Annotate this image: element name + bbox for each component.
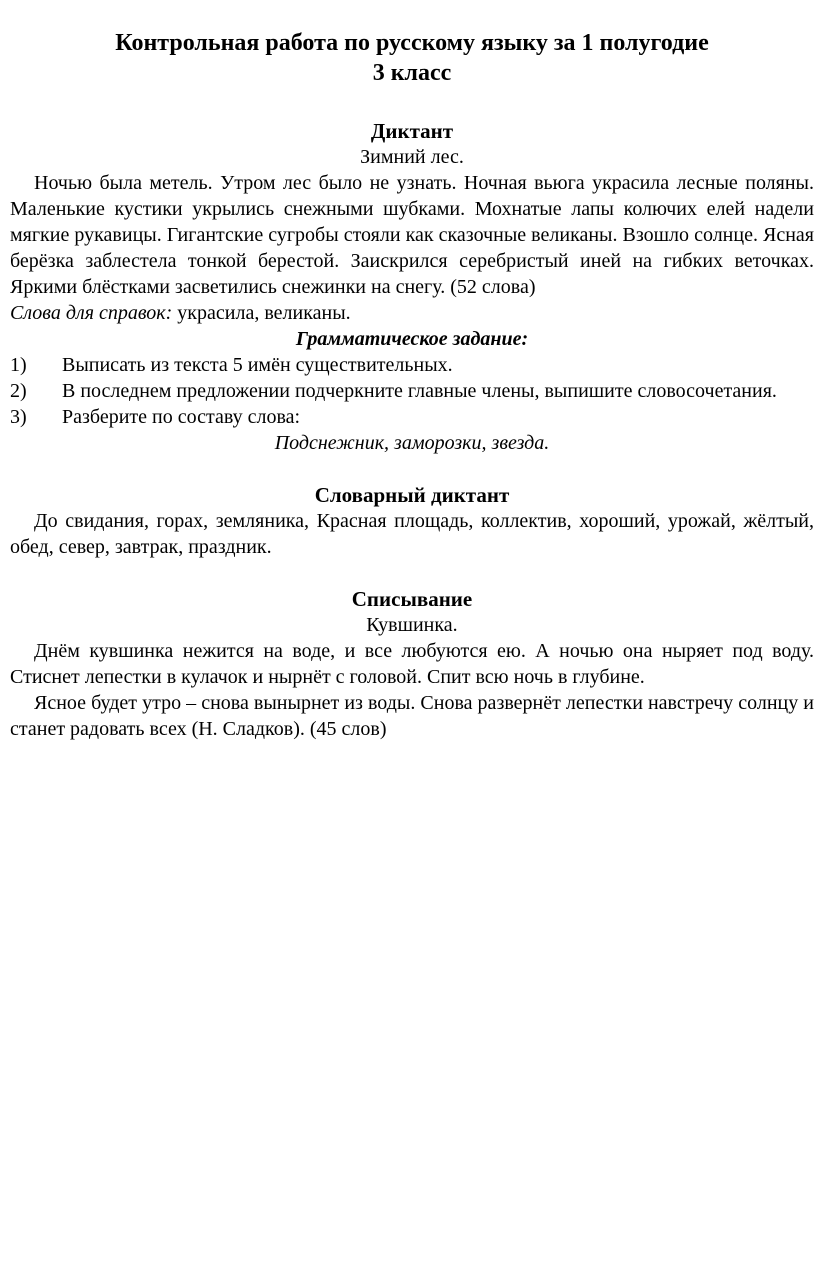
task-text: Выписать из текста 5 имён существительных. (62, 354, 453, 376)
grammar-heading: Грамматическое задание: (295, 328, 529, 350)
list-item (10, 352, 814, 378)
dictation-section (10, 118, 814, 326)
list-item (10, 378, 814, 404)
vocabulary-section (10, 482, 814, 560)
task-text: Разберите по составу слова: (62, 406, 301, 428)
document-title: Контрольная работа по русскому языку за 1 полугодие (115, 30, 709, 56)
reference-words (10, 300, 814, 326)
task-text: В последнем предложении подчеркните главные члены, выпишите словосочетания. (62, 380, 777, 402)
reference-words-label: Слова для справок: (10, 302, 173, 324)
dictation-heading: Диктант (370, 119, 454, 143)
vocabulary-text: До свидания, горах, земляника, Красная площадь, коллектив, хороший, урожай, жёлтый, обед, север, завтрак, праздник. (10, 510, 814, 558)
morpheme-words: Подснежник, заморозки, звезда. (274, 432, 550, 454)
reference-words-list: украсила, великаны. (172, 302, 351, 324)
task-number: 3) (10, 406, 27, 428)
copying-paragraph: Днём кувшинка нежится на воде, и все любуются ею. А ночью она ныряет под воду. Стиснет лепестки в кулачок и нырнёт с головой. Спит всю ночь в глубине. (10, 640, 814, 688)
document-header (10, 28, 814, 88)
dictation-subtitle: Зимний лес. (360, 146, 464, 168)
copying-heading: Списывание (351, 587, 473, 611)
list-item (10, 404, 814, 430)
grade-label: 3 класс (372, 60, 452, 86)
dictation-text: Ночью была метель. Утром лес было не узнать. Ночная вьюга украсила лесные поляны. Маленькие кустики укрылись снежными шубками. Мохнатые лапы колючих елей надели мягкие рукавицы. Гигантские сугробы стояли как сказочные великаны. Взошло солнце. Ясная берёзка заблестела тонкой берестой. Заискрился серебристый иней на гибких веточках. Яркими блёстками засветились снежинки на снегу. (52 слова) (10, 172, 814, 298)
copying-subtitle: Кувшинка. (366, 614, 458, 636)
copying-paragraph: Ясное будет утро – снова вынырнет из воды. Снова развернёт лепестки навстречу солнцу и станет радовать всех (Н. Сладков). (45 слов) (10, 692, 814, 740)
task-number: 1) (10, 354, 27, 376)
grammar-section (10, 326, 814, 456)
vocabulary-heading: Словарный диктант (314, 483, 510, 507)
grammar-task-list (10, 352, 814, 430)
section-spacer (10, 456, 814, 482)
copying-section (10, 586, 814, 742)
task-number: 2) (10, 380, 27, 402)
section-spacer (10, 560, 814, 586)
